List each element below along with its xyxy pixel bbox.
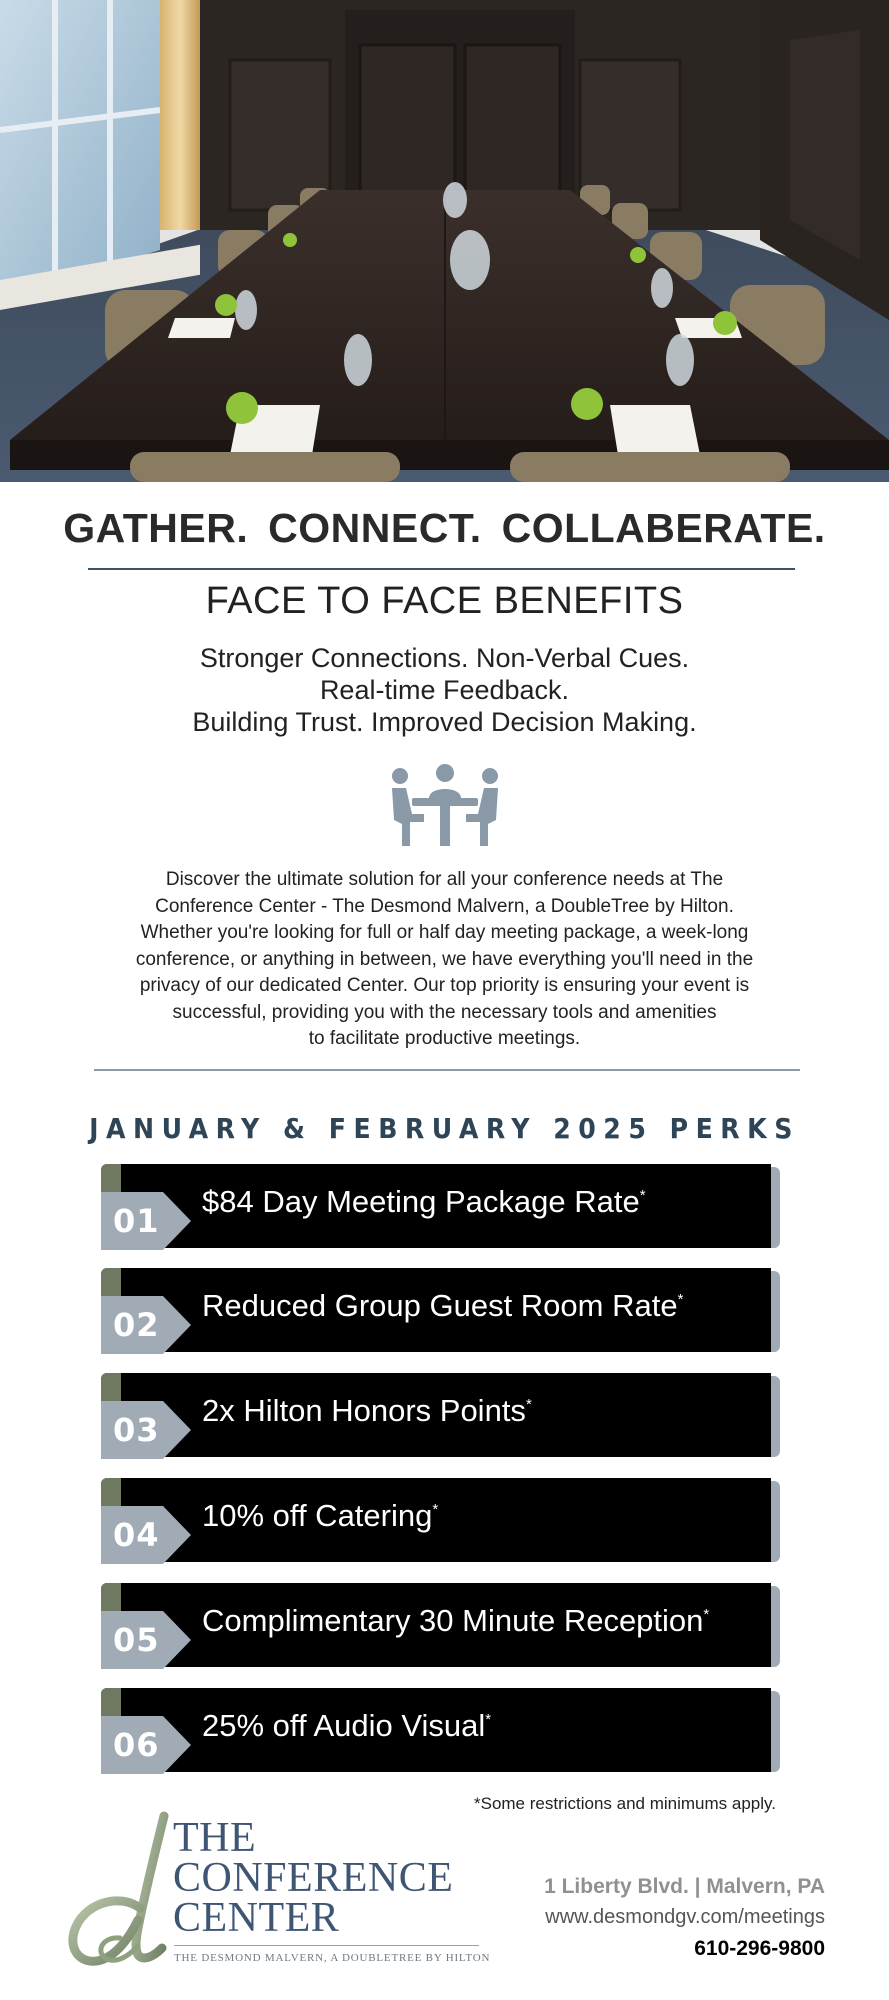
perk-item: [101, 1583, 781, 1667]
perk-number: 02: [113, 1306, 160, 1344]
benefit-line: Real-time Feedback.: [319, 675, 570, 705]
perk-item: [101, 1373, 781, 1457]
perk-tab-accent: [101, 1478, 121, 1506]
perk-item: [101, 1164, 781, 1248]
perk-number: 03: [113, 1411, 160, 1449]
contact-address: 1 Liberty Blvd. | Malvern, PA: [544, 1875, 825, 1898]
perk-label: Reduced Group Guest Room Rate*: [202, 1288, 684, 1323]
perk-item: [101, 1268, 781, 1352]
description-line: to facilitate productive meetings.: [308, 1028, 581, 1049]
perk-label: 2x Hilton Honors Points*: [202, 1393, 532, 1428]
conference-room-photo: [0, 0, 889, 482]
description-line: Discover the ultimate solution for all your conference needs at The: [165, 869, 724, 890]
logo-divider: [174, 1945, 479, 1946]
description-line: Whether you're looking for full or half day meeting package, a week-long: [140, 922, 749, 943]
perk-number: 06: [113, 1726, 160, 1764]
description: [55, 867, 834, 1053]
perk-number: 01: [113, 1202, 160, 1240]
headline: GATHER. CONNECT. COLLABERATE.: [63, 505, 826, 551]
subhead: FACE TO FACE BENEFITS: [205, 580, 684, 622]
contact-website-link[interactable]: www.desmondgv.com/meetings: [545, 1906, 825, 1928]
logo-text-line: THE: [173, 1815, 257, 1861]
perk-tab-accent: [101, 1164, 121, 1192]
description-line: conference, or anything in between, we have everything you'll need in the: [135, 948, 754, 970]
benefits-list: [0, 642, 889, 738]
logo-text-line: CENTER: [173, 1895, 340, 1941]
perk-tab-accent: [101, 1268, 121, 1296]
logo-tagline: THE DESMOND MALVERN, A DOUBLETREE BY HILTON: [174, 1952, 491, 1964]
benefit-line: Building Trust. Improved Decision Making.: [192, 707, 697, 737]
perk-tab-accent: [101, 1373, 121, 1401]
divider: [94, 1069, 800, 1071]
perk-tab-accent: [101, 1688, 121, 1716]
perk-number: 05: [113, 1621, 160, 1659]
benefit-line: Stronger Connections. Non-Verbal Cues.: [199, 643, 690, 673]
description-line: privacy of our dedicated Center. Our top priority is ensuring your event is: [139, 975, 750, 996]
perk-label: 10% off Catering*: [202, 1498, 439, 1533]
contact-phone[interactable]: 610-296-9800: [694, 1937, 825, 1960]
perk-label: 25% off Audio Visual*: [202, 1708, 492, 1743]
perk-label: $84 Day Meeting Package Rate*: [202, 1184, 646, 1219]
meeting-table-icon: [384, 762, 506, 848]
perk-number: 04: [113, 1516, 160, 1554]
perk-item: [101, 1478, 781, 1562]
description-line: Conference Center - The Desmond Malvern, a DoubleTree by Hilton.: [155, 895, 734, 917]
divider: [88, 568, 795, 570]
perk-item: [101, 1688, 781, 1772]
perk-tab-accent: [101, 1583, 121, 1611]
logo-text-line: CONFERENCE: [173, 1855, 454, 1901]
perks-title: JANUARY & FEBRUARY 2025 PERKS: [89, 1112, 800, 1145]
description-line: successful, providing you with the necessary tools and amenities: [172, 1001, 717, 1023]
disclaimer: *Some restrictions and minimums apply.: [473, 1794, 776, 1813]
perk-label: Complimentary 30 Minute Reception*: [202, 1603, 710, 1638]
